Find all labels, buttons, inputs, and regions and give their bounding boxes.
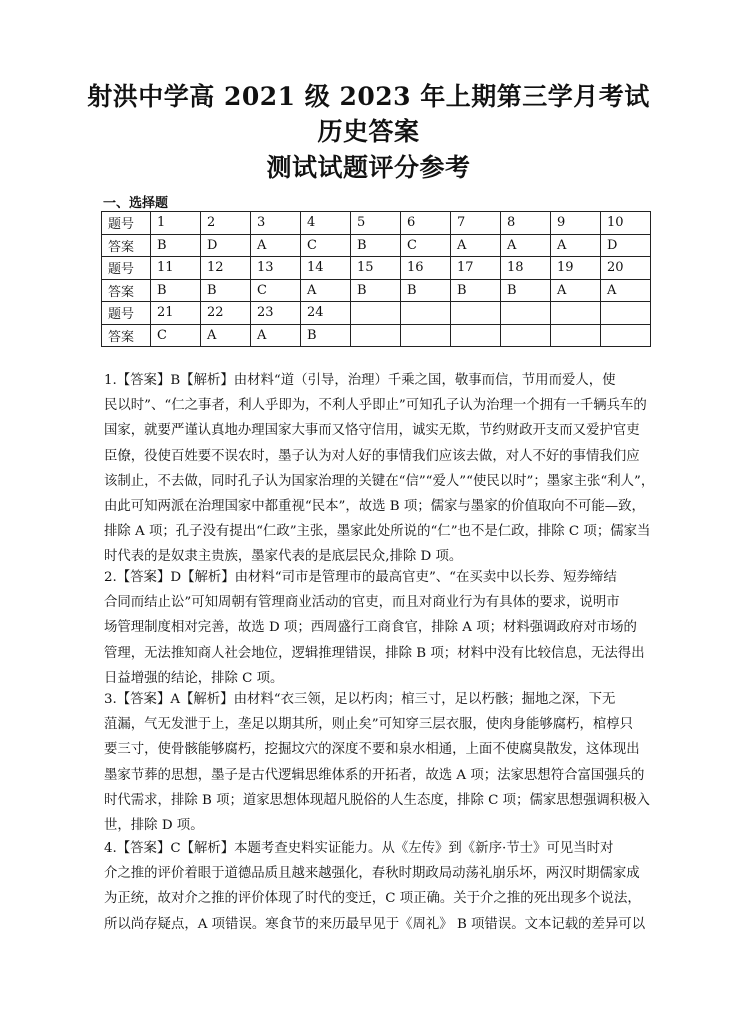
- table-row: [102, 234, 651, 257]
- table-cell: B: [301, 324, 351, 347]
- explanation-line: 由此可知两派在治理国家中都重视“民本”，故选 B 项；儒家与墨家的价值取向不可能—致，: [104, 498, 645, 514]
- table-cell: C: [251, 279, 301, 302]
- table-cell: 20: [601, 257, 651, 280]
- explanation-line: 臣僚，役使百姓要不误农时，墨子认为对人好的事情我们应该去做，对人不好的事情我们应: [104, 448, 640, 464]
- table-cell: 9: [551, 212, 601, 235]
- table-cell: [601, 324, 651, 347]
- table-row: [102, 302, 651, 325]
- table-cell: B: [501, 279, 551, 302]
- explanation-paragraph: [104, 565, 644, 691]
- table-cell: C: [401, 234, 451, 257]
- table-cell: B: [351, 279, 401, 302]
- explanation-line: 民以时”、“仁之事者，利人乎即为，不利人乎即止”可知孔子认为治理一个拥有一千辆兵车的: [104, 398, 647, 414]
- table-row: [102, 279, 651, 302]
- explanation-line: 3.【答案】A【解析】由材料“衣三领，足以朽肉；棺三寸，足以朽骸；掘地之深，下无: [104, 692, 616, 707]
- table-cell: A: [551, 234, 601, 257]
- exam-title: 射洪中学高 2021 级 2023 年上期第三学月考试: [87, 82, 650, 111]
- explanation-line: 合同而结止讼”可知周朝有管理商业活动的官吏，而且对商业行为有具体的要求，说明市: [104, 595, 620, 611]
- table-cell: [501, 302, 551, 325]
- table-cell: A: [251, 234, 301, 257]
- table-cell: 7: [451, 212, 501, 235]
- table-cell: [551, 302, 601, 325]
- table-cell: 24: [301, 302, 351, 325]
- table-cell: D: [201, 234, 251, 257]
- explanation-line: 时代需求，排除 B 项；道家思想体现超凡脱俗的人生态度，排除 C 项；儒家思想强调积极入: [104, 792, 650, 808]
- table-cell: 19: [551, 257, 601, 280]
- table-row: [102, 212, 651, 235]
- table-cell: [401, 302, 451, 325]
- table-cell: 5: [351, 212, 401, 235]
- table-cell: 10: [601, 212, 651, 235]
- table-cell: C: [301, 234, 351, 257]
- table-cell: B: [401, 279, 451, 302]
- table-cell: A: [201, 324, 251, 347]
- table-cell: 2: [201, 212, 251, 235]
- explanation-line: 排除 A 项；孔子没有提出“仁政”主张，墨家此处所说的“仁”也不是仁政，排除 C 项；儒家当: [104, 524, 651, 540]
- explanation-paragraph: [104, 836, 644, 937]
- explanation-line: 日益增强的结论，排除 C 项。: [104, 670, 284, 686]
- explanation-line: 4.【答案】C【解析】本题考查史料实证能力。从《左传》到《新序·节士》可见当时对: [104, 841, 614, 856]
- table-cell: A: [551, 279, 601, 302]
- table-cell: B: [151, 279, 201, 302]
- subject-title: 历史答案: [317, 117, 420, 146]
- explanation-line: 所以尚存疑点，A 项错误。寒食节的来历最早见于《周礼》 B 项错误。文本记载的差异可以: [104, 916, 646, 932]
- table-cell: D: [601, 234, 651, 257]
- table-cell: 16: [401, 257, 451, 280]
- table-cell: 8: [501, 212, 551, 235]
- table-cell: B: [201, 279, 251, 302]
- table-cell: B: [151, 234, 201, 257]
- explanation-line: 为正统，故对介之推的评价体现了时代的变迁，C 项正确。关于介之推的死出现多个说法，: [104, 891, 641, 907]
- table-cell: A: [451, 234, 501, 257]
- table-cell: [351, 324, 401, 347]
- table-cell: 4: [301, 212, 351, 235]
- table-cell: B: [451, 279, 501, 302]
- table-cell: 13: [251, 257, 301, 280]
- answer-table: [101, 211, 651, 347]
- table-row-label: 答案: [102, 279, 151, 302]
- explanation-line: 墨家节葬的思想，墨子是古代逻辑思维体系的开拓者，故选 A 项；法家思想符合富国强兵的: [104, 767, 645, 783]
- explanation-line: 介之推的评价着眼于道德品质且越来越强化，春秋时期政局动荡礼崩乐坏，两汉时期儒家成: [104, 866, 640, 882]
- table-cell: 23: [251, 302, 301, 325]
- table-cell: [351, 302, 401, 325]
- table-row: [102, 324, 651, 347]
- table-cell: 11: [151, 257, 201, 280]
- explanation-line: 菹漏，气无发泄于上，垄足以期其所，则止矣”可知穿三层衣服，使肉身能够腐朽，棺椁只: [104, 717, 634, 733]
- table-cell: 17: [451, 257, 501, 280]
- explanation-line: 世，排除 D 项。: [104, 817, 204, 833]
- table-cell: [401, 324, 451, 347]
- table-row-label: 题号: [102, 302, 151, 325]
- table-cell: 14: [301, 257, 351, 280]
- table-cell: [551, 324, 601, 347]
- table-cell: A: [251, 324, 301, 347]
- table-cell: 21: [151, 302, 201, 325]
- table-cell: 22: [201, 302, 251, 325]
- explanation-line: 国家，就要严谨认真地办理国家大事而又恪守信用，诚实无欺，节约财政开支而又爱护官吏: [104, 423, 640, 439]
- table-cell: B: [351, 234, 401, 257]
- explanation-line: 要三寸，使骨骸能够腐朽，挖掘坟穴的深度不要和泉水相通，上面不使腐臭散发，这体现出: [104, 742, 640, 758]
- explanation-paragraph: [104, 368, 655, 570]
- table-cell: C: [151, 324, 201, 347]
- explanation-line: 管理，无法推知商人社会地位，逻辑推理错误，排除 B 项；材料中没有比较信息，无法得出: [104, 645, 645, 661]
- explanation-line: 1.【答案】B【解析】由材料“道（引导，治理）千乘之国，敬事而信，节用而爱人，使: [104, 373, 616, 388]
- table-cell: [601, 302, 651, 325]
- table-cell: 1: [151, 212, 201, 235]
- table-cell: A: [301, 279, 351, 302]
- table-row-label: 答案: [102, 324, 151, 347]
- section-heading-multiple-choice: 一、选择题: [103, 196, 169, 211]
- table-cell: A: [501, 234, 551, 257]
- table-cell: 15: [351, 257, 401, 280]
- table-row-label: 题号: [102, 212, 151, 235]
- table-cell: [451, 324, 501, 347]
- explanation-line: 该制止，不去做，同时孔子认为国家治理的关键在“信”“爱人”“使民以时”；墨家主张“利人”，: [104, 473, 655, 489]
- table-row: [102, 257, 651, 280]
- table-cell: A: [601, 279, 651, 302]
- explanation-line: 时代表的是奴隶主贵族，墨家代表的是底层民众,排除 D 项。: [104, 549, 463, 565]
- table-cell: 18: [501, 257, 551, 280]
- explanation-line: 2.【答案】D【解析】由材料“司市是管理市的最高官吏”、“在买卖中以长券、短券缔结: [104, 570, 617, 585]
- table-cell: [451, 302, 501, 325]
- explanation-line: 场管理制度相对完善，故选 D 项；西周盛行工商食官，排除 A 项；材料强调政府对市场的: [104, 620, 637, 636]
- table-cell: 6: [401, 212, 451, 235]
- table-row-label: 题号: [102, 257, 151, 280]
- table-cell: [501, 324, 551, 347]
- table-cell: 3: [251, 212, 301, 235]
- explanation-paragraph: [104, 687, 650, 838]
- table-row-label: 答案: [102, 234, 151, 257]
- table-cell: 12: [201, 257, 251, 280]
- scoring-reference-title: 测试试题评分参考: [266, 153, 471, 182]
